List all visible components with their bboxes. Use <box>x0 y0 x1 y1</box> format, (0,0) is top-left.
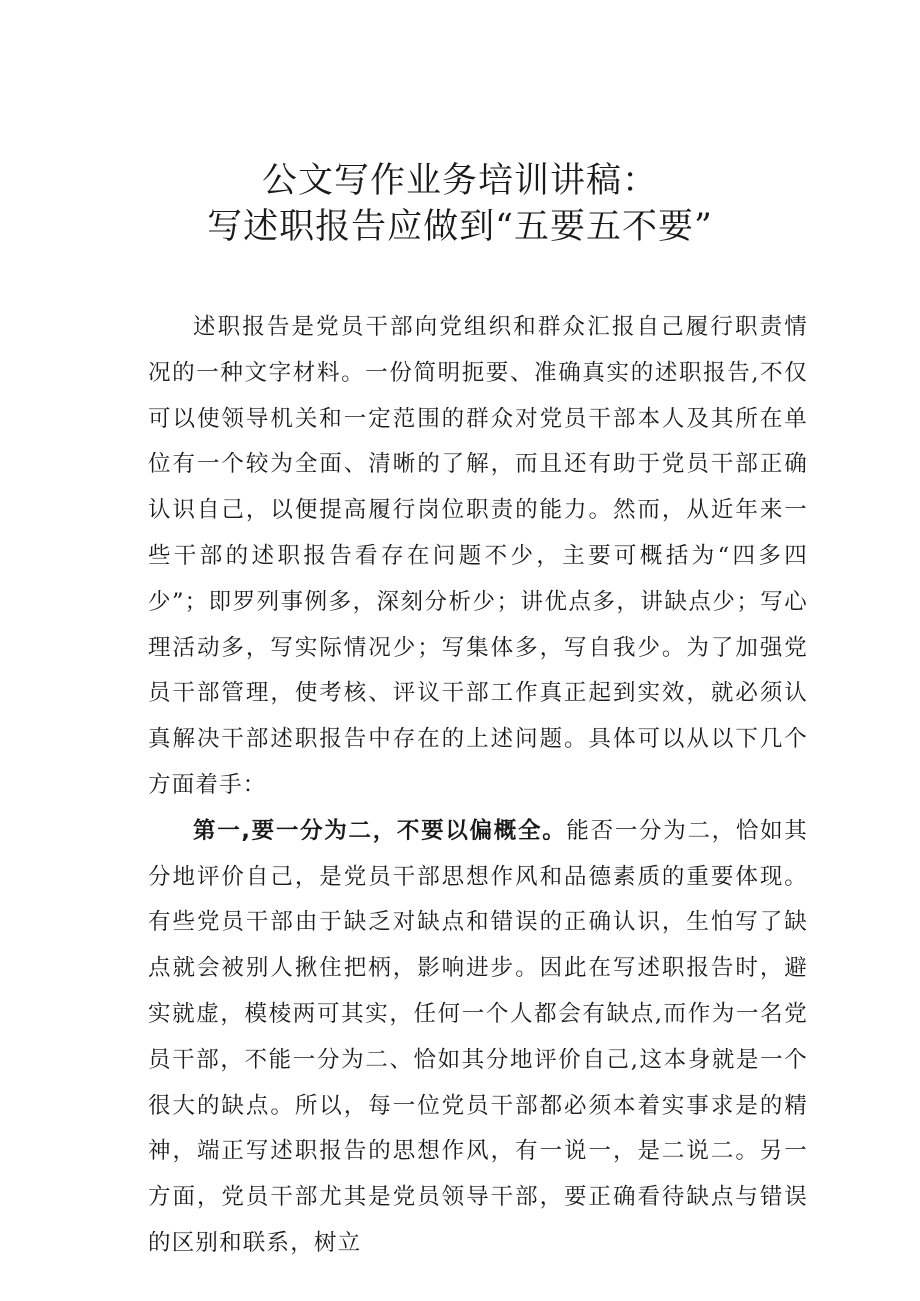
title-line-2: 写述职报告应做到“五要五不要” <box>207 207 713 247</box>
paragraph-intro: 述职报告是党员干部向党组织和群众汇报自己履行职责情况的一种文字材料。一份简明扼要、准确真实的述职报告,不仅可以使领导机关和一定范围的群众对党员干部本人及其所在单位有一个较为全面、清晰的了解，而且还有助于党员干部正确认识自己，以便提高履行岗位职责的能力。然而，从近年来一些干部的述职报告看存在问题不少，主要可概括为“四多四少”；即罗列事例多，深刻分析少；讲优点多，讲缺点少；写心理活动多，写实际情况少；写集体多，写自我少。为了加强党员干部管理，使考核、评议干部工作真正起到实效，就必须认真解决干部述职报告中存在的上述问题。具体可以从以下几个方面着手： <box>148 314 808 798</box>
title-line-1: 公文写作业务培训讲稿： <box>261 161 658 201</box>
document-title <box>0 158 920 250</box>
document-body <box>148 305 808 1267</box>
paragraph-first-point-body: 能否一分为二，恰如其分地评价自己，是党员干部思想作风和品德素质的重要体现。有些党员干部由于缺乏对缺点和错误的正确认识，生怕写了缺点就会被别人揪住把柄，影响进步。因此在写述职报告时，避实就虚，模棱两可其实，任何一个人都会有缺点,而作为一名党员干部，不能一分为二、恰如其分地评价自己,这本身就是一个很大的缺点。所以，每一位党员干部都必须本着实事求是的精神，端正写述职报告的思想作风，有一说一，是二说二。另一方面，党员干部尤其是党员领导干部，要正确看待缺点与错误的区别和联系，树立 <box>148 817 808 1256</box>
paragraph-first-point <box>148 809 808 1267</box>
paragraph-lead-heading: 第一,要一分为二，不要以偏概全。 <box>193 817 567 844</box>
